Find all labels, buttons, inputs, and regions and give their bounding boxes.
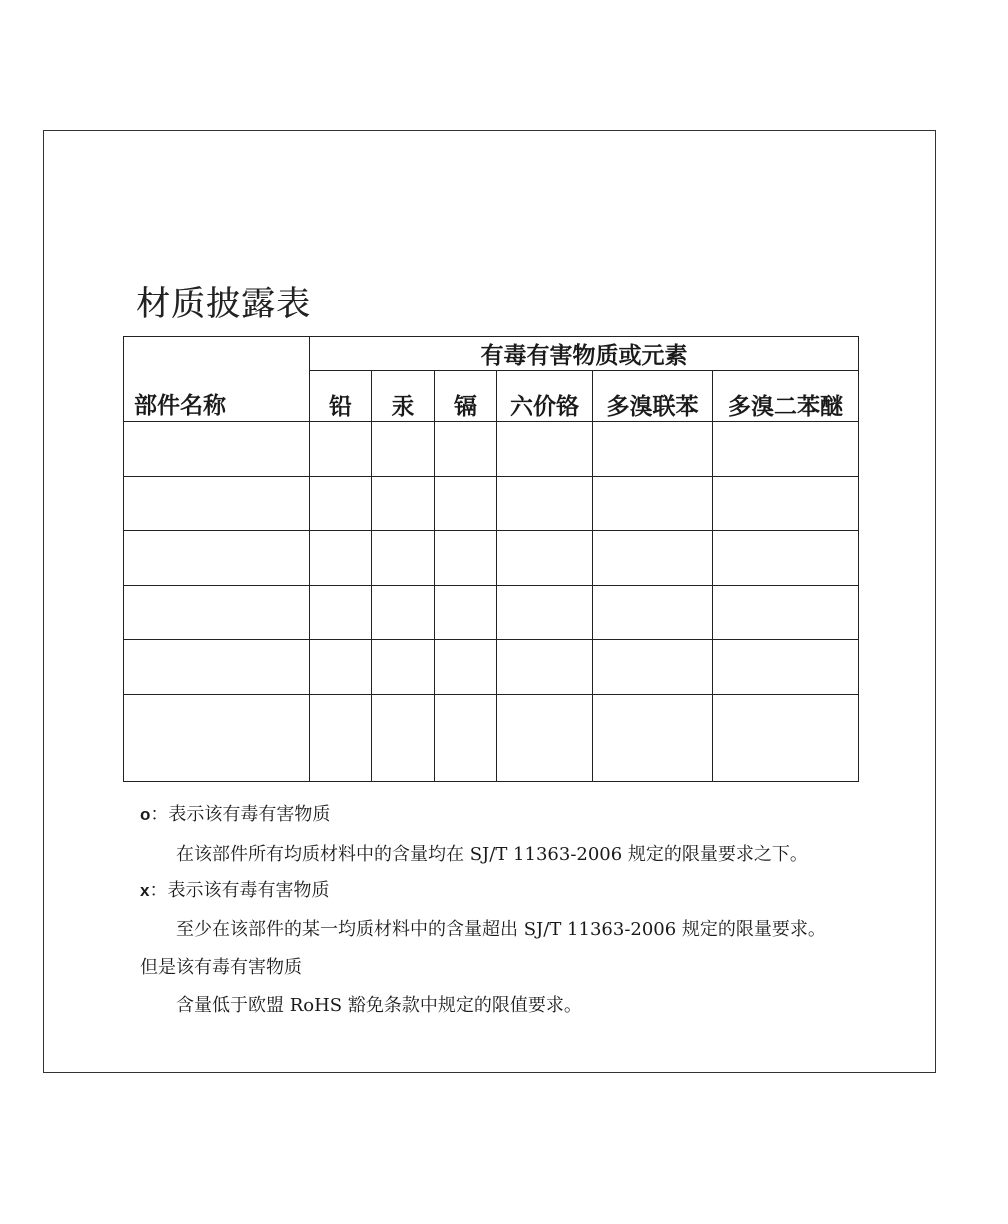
- table-cell: [593, 640, 713, 695]
- table-cell: [372, 531, 435, 586]
- table-cell: [593, 694, 713, 781]
- x-legend-detail: 至少在该部件的某一均质材料中的含量超出 SJ/T 11363-2006 规定的限量要求。: [176, 919, 826, 940]
- table-cell: [713, 694, 859, 781]
- table-cell: [372, 640, 435, 695]
- exemption-label: 但是该有毒有害物质: [140, 957, 302, 978]
- table-cell: [713, 422, 859, 477]
- table-cell: [124, 694, 310, 781]
- table-cell: [435, 476, 497, 531]
- table-row: [124, 422, 859, 477]
- column-header-hexavalent-chromium: 六价铬: [497, 371, 593, 422]
- table-cell: [124, 585, 310, 640]
- table-cell: [593, 531, 713, 586]
- table-cell: [713, 531, 859, 586]
- column-header-pbb: 多溴联苯: [593, 371, 713, 422]
- table-cell: [593, 585, 713, 640]
- table-cell: [310, 640, 372, 695]
- x-legend-label: ：表示该有毒有害物质: [149, 880, 330, 901]
- table-cell: [310, 531, 372, 586]
- disclosure-table: [123, 336, 859, 782]
- table-cell: [435, 694, 497, 781]
- table-cell: [593, 422, 713, 477]
- column-header-lead: 铅: [310, 371, 372, 422]
- table-cell: [435, 640, 497, 695]
- table-cell: [435, 422, 497, 477]
- table-cell: [497, 640, 593, 695]
- x-legend-line: [140, 876, 329, 902]
- table-cell: [713, 476, 859, 531]
- table-cell: [310, 422, 372, 477]
- o-symbol: o: [140, 805, 151, 824]
- table-cell: [124, 531, 310, 586]
- table-cell: [372, 422, 435, 477]
- column-header-cadmium: 镉: [435, 371, 497, 422]
- table-cell: [372, 585, 435, 640]
- table-cell: [497, 694, 593, 781]
- table-row: [124, 640, 859, 695]
- table-cell: [713, 640, 859, 695]
- table-cell: [435, 585, 497, 640]
- exemption-detail: 含量低于欧盟 RoHS 豁免条款中规定的限值要求。: [176, 995, 582, 1016]
- table-cell: [372, 476, 435, 531]
- table-cell: [310, 694, 372, 781]
- table-cell: [124, 476, 310, 531]
- table-cell: [713, 585, 859, 640]
- x-symbol: x: [140, 881, 150, 900]
- table-cell: [124, 422, 310, 477]
- table-row: [124, 531, 859, 586]
- o-legend-label: ：表示该有毒有害物质: [150, 804, 331, 825]
- table-cell: [497, 422, 593, 477]
- part-name-header: 部件名称: [124, 337, 310, 422]
- column-header-pbde: 多溴二苯醚: [713, 371, 859, 422]
- table-cell: [310, 476, 372, 531]
- table-cell: [593, 476, 713, 531]
- table-row: [124, 585, 859, 640]
- column-header-mercury: 汞: [372, 371, 435, 422]
- hazardous-substances-header: 有毒有害物质或元素: [310, 337, 859, 371]
- table-cell: [435, 531, 497, 586]
- table-row: [124, 476, 859, 531]
- table-cell: [124, 640, 310, 695]
- o-legend-line: [140, 800, 330, 826]
- table-cell: [497, 476, 593, 531]
- table-cell: [497, 585, 593, 640]
- table-row: [124, 694, 859, 781]
- page-title: 材质披露表: [136, 284, 311, 324]
- o-legend-detail: 在该部件所有均质材料中的含量均在 SJ/T 11363-2006 规定的限量要求之下。: [176, 844, 808, 865]
- table-cell: [310, 585, 372, 640]
- table-cell: [372, 694, 435, 781]
- table-cell: [497, 531, 593, 586]
